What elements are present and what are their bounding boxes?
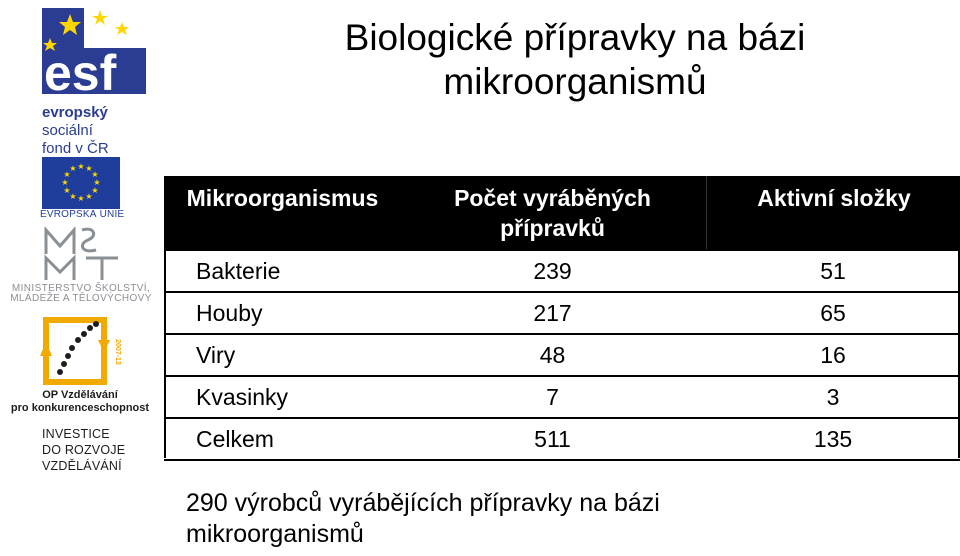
svg-text:★: ★: [85, 164, 93, 173]
svg-text:★: ★: [77, 162, 85, 171]
header-product-count-line2: přípravků: [500, 215, 605, 241]
cell-name: Viry: [196, 342, 236, 368]
esf-logo-icon: [42, 8, 146, 94]
cell-active: 65: [820, 300, 846, 326]
header-product-count: [401, 176, 704, 249]
page-title: [300, 16, 850, 104]
svg-text:★: ★: [91, 170, 99, 179]
table-body: [164, 249, 960, 461]
op-caption-line1: OP Vzdělávání: [42, 389, 118, 401]
svg-text:★: ★: [69, 164, 77, 173]
cell-active: 51: [820, 258, 846, 284]
op-caption: [0, 389, 160, 415]
svg-text:★: ★: [91, 186, 99, 195]
esf-caption-line3: fond v ČR: [42, 140, 109, 157]
invest-caption-line1: INVESTICE: [42, 427, 110, 441]
invest-caption: [42, 426, 125, 474]
invest-caption-line3: VZDĚLÁVÁNÍ: [42, 459, 122, 473]
table-row: [164, 293, 960, 335]
table-header: [164, 176, 960, 249]
footnote: [186, 488, 786, 550]
header-active-ingredients: Aktivní složky: [706, 176, 960, 249]
header-product-count-line1: Počet vyráběných: [454, 185, 651, 211]
eu-caption: EVROPSKÁ UNIE: [40, 209, 125, 220]
svg-text:★: ★: [85, 192, 93, 201]
msmt-caption-line2: MLÁDEŽE A TĚLOVÝCHOVY: [10, 293, 152, 304]
cell-name: Celkem: [196, 426, 274, 452]
page-title-line2: mikroorganismů: [443, 61, 707, 102]
svg-text:★: ★: [77, 194, 85, 203]
cell-name: Houby: [196, 300, 263, 326]
esf-caption-line1: evropský: [42, 104, 108, 121]
op-caption-line2: pro konkurenceschopnost: [10, 402, 150, 414]
eu-flag-icon: [42, 157, 120, 209]
cell-active: 16: [820, 342, 846, 368]
cell-count: 511: [534, 426, 571, 452]
esf-caption-line2: sociální: [42, 122, 93, 139]
cell-name: Bakterie: [196, 258, 281, 284]
table-row: [164, 249, 960, 293]
cell-active: 135: [813, 426, 853, 452]
cell-count: 48: [539, 342, 566, 368]
logo-sidebar: [0, 0, 160, 556]
msmt-caption: [3, 284, 159, 304]
esf-caption: [42, 104, 152, 158]
table-row-total: [164, 419, 960, 461]
table-row: [164, 377, 960, 419]
page-title-line1: Biologické přípravky na bázi: [344, 17, 806, 58]
cell-name: Kvasinky: [196, 384, 289, 410]
footnote-line2: mikroorganismů: [186, 520, 364, 548]
op-logo-icon: [40, 312, 124, 392]
footnote-line1: 290 výrobců vyrábějících přípravky na bázi: [186, 489, 660, 517]
svg-text:★: ★: [63, 170, 71, 179]
cell-active: 3: [826, 384, 840, 410]
svg-text:★: ★: [69, 192, 77, 201]
table-row: [164, 335, 960, 377]
cell-count: 217: [533, 300, 572, 326]
svg-text:2007-13: 2007-13: [114, 339, 121, 365]
cell-count: 239: [533, 258, 572, 284]
svg-text:★: ★: [93, 178, 101, 187]
svg-text:★: ★: [61, 178, 69, 187]
msmt-caption-line1: MINISTERSTVO ŠKOLSTVÍ,: [11, 283, 151, 294]
cell-count: 7: [546, 384, 559, 410]
header-microorganism: Mikroorganismus: [186, 185, 379, 211]
svg-text:★: ★: [63, 186, 71, 195]
invest-caption-line2: DO ROZVOJE: [42, 443, 126, 457]
msmt-logo-icon: [42, 226, 122, 284]
svg-text:esf: esf: [44, 45, 117, 94]
